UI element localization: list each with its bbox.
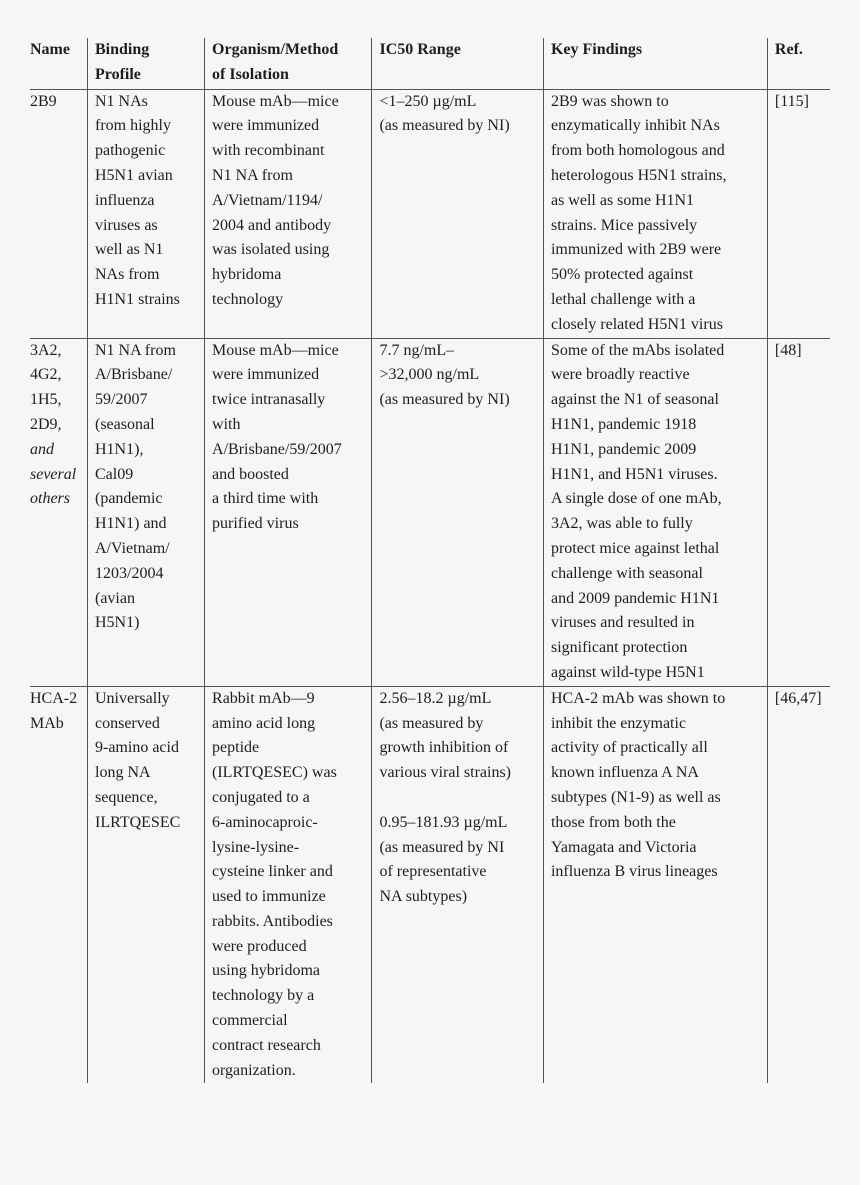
cell-text: lysine-lysine- (212, 838, 300, 856)
cell-text: <1–250 µg/mL (379, 92, 477, 110)
cell-text: with (212, 415, 241, 433)
table-header-row (30, 38, 830, 89)
header-text: Profile (95, 65, 141, 83)
cell-text: were produced (212, 937, 307, 955)
cell-text: 3A2, (30, 341, 62, 359)
cell-text: used to immunize (212, 888, 326, 906)
cell-text: (as measured by NI) (379, 117, 510, 135)
cell-text: immunized with 2B9 were (550, 241, 722, 259)
cell-ic50 (372, 338, 544, 686)
cell-ic50 (372, 686, 544, 1083)
cell-text: 59/2007 (95, 391, 148, 409)
antibody-table (30, 38, 830, 1083)
cell-text: viruses as (95, 216, 158, 234)
cell-text: viruses and resulted in (550, 614, 695, 632)
cell-text: (pandemic (95, 490, 163, 508)
cell-text: H5N1 avian (95, 166, 173, 184)
cell-text: conserved (95, 714, 160, 732)
cell-text: Some of the mAbs isolated (550, 341, 725, 359)
cell-text: were broadly reactive (550, 366, 690, 384)
header-organism (205, 38, 372, 89)
cell-text: (seasonal (95, 415, 155, 433)
cell-text: contract research (212, 1036, 321, 1054)
header-text: IC50 Range (379, 41, 461, 58)
cell-organism (205, 338, 372, 686)
cell-key-findings (543, 338, 767, 686)
cell-key-findings (543, 686, 767, 1083)
cell-text: as well as some H1N1 (550, 191, 695, 209)
cell-text: 6-aminocaproic- (212, 813, 318, 831)
cell-text: strains. Mice passively (550, 216, 698, 234)
cell-text: >32,000 ng/mL (379, 366, 480, 384)
cell-text: enzymatically inhibit NAs (550, 117, 720, 135)
cell-text: 4G2, (30, 366, 62, 384)
cell-text: against the N1 of seasonal (550, 391, 719, 409)
header-ic50 (372, 38, 544, 89)
cell-text: (as measured by NI) (379, 391, 510, 409)
cell-text: closely related H5N1 virus (550, 315, 723, 333)
cell-text: well as N1 (95, 241, 164, 259)
header-text: Binding (95, 41, 150, 58)
cell-text: conjugated to a (212, 788, 310, 806)
cell-text: using hybridoma (212, 962, 321, 980)
cell-ic50 (372, 89, 544, 338)
cell-text: N1 NAs (95, 92, 148, 110)
cell-binding-profile (88, 686, 205, 1083)
paragraph-gap (379, 786, 543, 811)
cell-text: long NA (95, 764, 151, 782)
header-binding-profile (88, 38, 205, 89)
cell-text: (as measured by NI (379, 838, 505, 856)
cell-text: with recombinant (212, 142, 325, 160)
cell-text: hybridoma (212, 266, 282, 284)
cell-binding-profile (88, 89, 205, 338)
cell-text: N1 NA from (95, 341, 176, 359)
cell-text: H1N1, pandemic 1918 (550, 415, 697, 433)
cell-text: against wild-type H5N1 (550, 663, 705, 681)
cell-text: peptide (212, 739, 260, 757)
cell-text: Rabbit mAb—9 (212, 689, 315, 707)
cell-text: 50% protected against (550, 266, 694, 284)
cell-text: 2.56–18.2 µg/mL (379, 689, 492, 707)
cell-text: (ILRTQESEC) was (212, 764, 337, 782)
cell-text: [46,47] (774, 689, 822, 707)
cell-text: those from both the (550, 813, 676, 831)
cell-binding-profile (88, 338, 205, 686)
cell-text: Cal09 (95, 465, 134, 483)
table-row (30, 686, 830, 1083)
cell-text: HCA-2 mAb was shown to (550, 689, 726, 707)
cell-key-findings (543, 89, 767, 338)
cell-text: HCA-2 (30, 689, 78, 707)
cell-text-italic: others (30, 490, 70, 508)
cell-text: NAs from (95, 266, 160, 284)
cell-text: 1H5, (30, 391, 62, 409)
cell-text: cysteine linker and (212, 863, 333, 881)
cell-text: A/Vietnam/1194/ (212, 191, 323, 209)
cell-text: H1N1) and (95, 515, 167, 533)
cell-text: commercial (212, 1012, 288, 1030)
table-row (30, 338, 830, 686)
cell-text: subtypes (N1-9) as well as (550, 788, 721, 806)
cell-text: technology by a (212, 987, 315, 1005)
cell-name (30, 89, 88, 338)
cell-text: sequence, (95, 788, 158, 806)
cell-text: a third time with (212, 490, 319, 508)
cell-text: organization. (212, 1061, 296, 1079)
cell-text: 0.95–181.93 µg/mL (379, 813, 508, 831)
cell-text: A/Brisbane/59/2007 (212, 440, 342, 458)
cell-text: lethal challenge with a (550, 290, 696, 308)
cell-text: H1N1 strains (95, 290, 180, 308)
cell-text: 7.7 ng/mL– (379, 341, 455, 359)
cell-text: various viral strains) (379, 764, 511, 782)
cell-text: (avian (95, 589, 135, 607)
cell-text: A/Vietnam/ (95, 539, 170, 557)
cell-ref (767, 338, 830, 686)
cell-text: 1203/2004 (95, 564, 164, 582)
cell-text: activity of practically all (550, 739, 708, 757)
cell-ref (767, 89, 830, 338)
cell-text: known influenza A NA (550, 764, 699, 782)
cell-text: rabbits. Antibodies (212, 912, 333, 930)
cell-text: H1N1, pandemic 2009 (550, 440, 697, 458)
cell-text: technology (212, 290, 284, 308)
cell-text: H1N1), (95, 440, 144, 458)
cell-text: A/Brisbane/ (95, 366, 173, 384)
cell-text: pathogenic (95, 142, 166, 160)
cell-text: 2D9, (30, 415, 62, 433)
cell-text: and 2009 pandemic H1N1 (550, 589, 720, 607)
cell-text: twice intranasally (212, 391, 326, 409)
cell-organism (205, 686, 372, 1083)
cell-text: of representative (379, 863, 487, 881)
cell-text: heterologous H5N1 strains, (550, 166, 727, 184)
cell-text: 2004 and antibody (212, 216, 332, 234)
cell-text: A single dose of one mAb, (550, 490, 722, 508)
cell-text: (as measured by (379, 714, 484, 732)
cell-name (30, 338, 88, 686)
cell-text: challenge with seasonal (550, 564, 703, 582)
header-key-findings (543, 38, 767, 89)
cell-text: was isolated using (212, 241, 330, 259)
cell-text: were immunized (212, 366, 320, 384)
cell-text: 2B9 (30, 92, 57, 110)
header-name (30, 38, 88, 89)
cell-ref (767, 686, 830, 1083)
header-text: Ref. (774, 41, 803, 58)
cell-text-italic: and (30, 440, 54, 458)
header-text: Key Findings (550, 41, 643, 58)
cell-text: H5N1) (95, 614, 140, 632)
cell-text: amino acid long (212, 714, 316, 732)
cell-text: [48] (774, 341, 802, 359)
cell-text: purified virus (212, 515, 299, 533)
cell-text: from highly (95, 117, 171, 135)
table-row (30, 89, 830, 338)
cell-text: growth inhibition of (379, 739, 509, 757)
cell-text: and boosted (212, 465, 289, 483)
cell-text-italic: several (30, 465, 77, 483)
cell-text: N1 NA from (212, 166, 293, 184)
header-text: of Isolation (212, 65, 289, 83)
cell-text: Mouse mAb—mice (212, 92, 339, 110)
cell-text: MAb (30, 714, 64, 732)
cell-text: Mouse mAb—mice (212, 341, 339, 359)
cell-text: from both homologous and (550, 142, 725, 160)
cell-organism (205, 89, 372, 338)
cell-text: inhibit the enzymatic (550, 714, 687, 732)
cell-text: ILRTQESEC (95, 813, 181, 831)
cell-text: influenza (95, 191, 155, 209)
header-text: Organism/Method (212, 41, 339, 58)
cell-text: protect mice against lethal (550, 539, 720, 557)
cell-text: were immunized (212, 117, 320, 135)
cell-text: Universally (95, 689, 170, 707)
cell-text: NA subtypes) (379, 888, 468, 906)
cell-text: 3A2, was able to fully (550, 515, 693, 533)
cell-text: significant protection (550, 639, 688, 657)
header-ref (767, 38, 830, 89)
header-text: Name (30, 41, 70, 58)
cell-text: 2B9 was shown to (550, 92, 669, 110)
cell-name (30, 686, 88, 1083)
cell-text: [115] (774, 92, 809, 110)
cell-text: H1N1, and H5N1 viruses. (550, 465, 718, 483)
cell-text: 9-amino acid (95, 739, 179, 757)
cell-text: influenza B virus lineages (550, 863, 718, 881)
cell-text: Yamagata and Victoria (550, 838, 697, 856)
